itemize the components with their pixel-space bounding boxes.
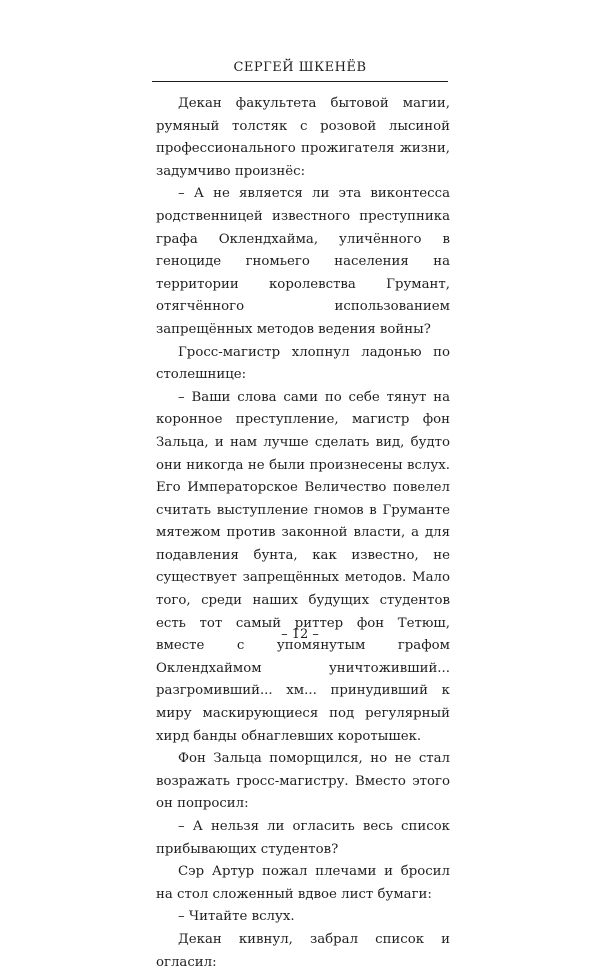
paragraph: Декан кивнул, забрал список и огласил: — [156, 931, 450, 970]
paragraph: – Ваши слова сами по себе тянут на коронное преступление, магистр фон Зальца, и нам лучше сделать вид, будто они никогда не были произнесены вслух. Его Императорское Величество повелел считать выступление гномов в Груманте мятежом против законной власти, а для подавления бунта, как известно, не существует запрещённых методов. Мало того, среди наших будущих студентов есть тот самый риттер фон Тетюш, вместе с упомянутым графом Оклендхаймом уничтоживший... разгромивший... хм... принудивший к миру маскирующиеся под регулярный хирд банды обнаглевших коротышек. — [156, 389, 450, 744]
paragraph: Сэр Артур пожал плечами и бросил на стол сложенный вдвое лист бумаги: — [156, 864, 450, 902]
paragraph: – А нельзя ли огласить весь список прибывающих студентов? — [156, 819, 450, 857]
paragraph: – А не является ли эта виконтесса родственницей известного преступника графа Оклендхайма, уличённого в геноциде гномьего населения на территории королевства Грумант, отягчённого использованием запрещённых методов ведения войны? — [156, 186, 450, 337]
paragraph: Гросс-магистр хлопнул ладонью по столешнице: — [156, 344, 450, 383]
paragraph: Декан факультета бытовой магии, румяный толстяк с розовой лысиной профессионального прожигателя жизни, задумчиво произнёс: — [156, 96, 450, 179]
header-divider — [152, 81, 448, 82]
paragraph: – Читайте вслух. — [178, 909, 295, 925]
paragraph: Фон Зальца поморщился, но не стал возражать гросс-магистру. Вместо этого он попросил: — [156, 751, 450, 812]
body-text — [156, 93, 450, 974]
running-title: СЕРГЕЙ ШКЕНЁВ — [233, 60, 367, 75]
page-number: – 12 – — [281, 627, 319, 642]
running-header — [152, 60, 448, 82]
